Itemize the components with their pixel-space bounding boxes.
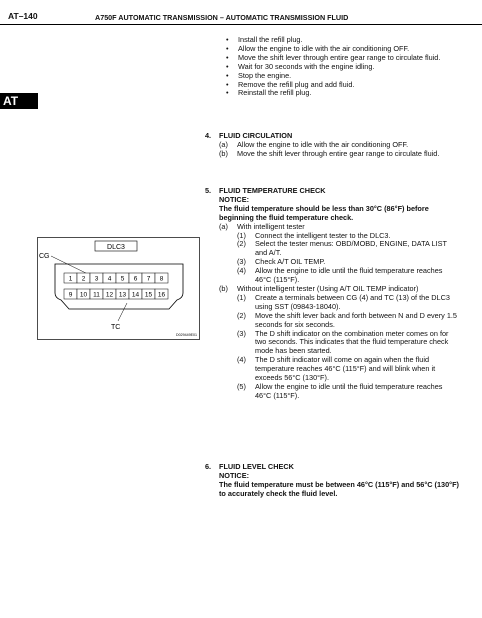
substep-label: (4) <box>237 266 246 276</box>
pin-number: 1 <box>68 275 73 283</box>
pin-number: 15 <box>144 291 153 299</box>
step-label: (a) <box>219 139 228 149</box>
dlc3-connector-diagram <box>37 237 200 340</box>
section-fluid-circulation <box>205 132 450 159</box>
substep-item <box>237 330 460 357</box>
pin-number: 8 <box>159 275 164 283</box>
substep-text: Allow the engine to idle until the fluid temperature reaches 46°C (115°F). <box>255 266 443 285</box>
substep-label: (1) <box>237 230 246 240</box>
cg-label: CG <box>39 253 50 260</box>
step-text: Allow the engine to idle with the air conditioning OFF. <box>237 139 409 149</box>
pin-number: 7 <box>146 275 151 283</box>
section-number: 6. <box>205 462 212 471</box>
substep-text: Connect the intelligent tester to the DLC3. <box>255 230 391 240</box>
substep-label: (3) <box>237 328 246 338</box>
bullet-item: • Allow the engine to idle with the air conditioning OFF. <box>222 45 462 54</box>
intro-bullet-list <box>222 36 462 98</box>
step-text: With intelligent tester <box>237 221 305 231</box>
bullet-item: • Reinstall the refill plug. <box>222 89 462 98</box>
substep-text: The D shift indicator will come on again when the fluid temperature reaches 46°C (115°F) and will blink when it exceeds 56°C (130°F). <box>255 355 436 383</box>
step-item <box>219 285 460 401</box>
substep-label: (3) <box>237 257 246 267</box>
step-item <box>219 223 460 285</box>
step-text: Without intelligent tester (Using A/T OIL TEMP indicator) <box>237 283 419 293</box>
section-fluid-level-check <box>205 463 460 499</box>
substep-label: (1) <box>237 292 246 302</box>
section-tab: AT <box>0 93 38 109</box>
substep-label: (4) <box>237 355 246 365</box>
dlc3-label: DLC3 <box>107 244 125 251</box>
step-label: (a) <box>219 221 228 231</box>
substep-item <box>237 312 460 330</box>
top-pin-row <box>64 273 168 283</box>
step-text: Move the shift lever through entire gear range to circulate fluid. <box>237 148 440 158</box>
section-number: 4. <box>205 131 212 140</box>
pin-number: 6 <box>133 275 138 283</box>
section-title: FLUID CIRCULATION <box>219 131 293 140</box>
bullet-item: • Move the shift lever through entire gear range to circulate fluid. <box>222 54 462 63</box>
notice-label: NOTICE: <box>219 194 249 204</box>
pin-number: 11 <box>93 291 100 299</box>
step-label: (b) <box>219 148 228 158</box>
bullet-item: • Install the refill plug. <box>222 36 462 45</box>
notice-text: The fluid temperature should be less than 30°C (86°F) before beginning the fluid temperature check. <box>219 203 429 222</box>
substep-item <box>237 267 460 285</box>
tc-label: TC <box>111 324 121 331</box>
pin-number: 10 <box>79 291 88 299</box>
substep-text: Create a terminals between CG (4) and TC (13) of the DLC3 using SST (09843-18040). <box>255 292 450 311</box>
pin-number: 3 <box>94 275 99 283</box>
page-title: A750F AUTOMATIC TRANSMISSION – AUTOMATIC TRANSMISSION FLUID <box>95 13 349 22</box>
substep-label: (2) <box>237 310 246 320</box>
substep-item <box>237 356 460 383</box>
bullet-item: • Stop the engine. <box>222 72 462 81</box>
pin-number: 9 <box>68 291 73 299</box>
diagram-code: D029449E01 <box>176 333 197 337</box>
bottom-pin-row <box>64 289 168 299</box>
substep-label: (2) <box>237 239 246 249</box>
pin-number: 12 <box>105 291 114 299</box>
substep-text: The D shift indicator on the combination meter comes on for two seconds. This indicates that the fluid temperature check mode has been started. <box>255 328 449 356</box>
pin-number: 14 <box>131 291 140 299</box>
notice-label: NOTICE: <box>219 470 249 480</box>
substep-text: Move the shift lever back and forth between N and D every 1.5 seconds for six seconds. <box>255 310 457 329</box>
section-title: FLUID LEVEL CHECK <box>219 462 294 471</box>
pin-number: 13 <box>118 291 127 299</box>
notice-text: The fluid temperature must be between 46°C (115°F) and 56°C (130°F) to accurately check the fluid level. <box>219 479 459 498</box>
section-title: FLUID TEMPERATURE CHECK <box>219 186 326 195</box>
substep-item <box>237 240 460 258</box>
section-number: 5. <box>205 186 212 195</box>
substep-text: Select the tester menus: OBD/MOBD, ENGINE, DATA LIST and A/T. <box>255 239 447 258</box>
pin-number: 4 <box>107 275 112 283</box>
bullet-item: • Remove the refill plug and add fluid. <box>222 81 462 90</box>
substep-text: Allow the engine to idle until the fluid temperature reaches 46°C (115°F). <box>255 381 443 400</box>
bullet-item: • Wait for 30 seconds with the engine idling. <box>222 63 462 72</box>
step-label: (b) <box>219 283 228 293</box>
pin-number: 16 <box>157 291 166 299</box>
section-fluid-temperature-check <box>205 187 460 401</box>
step-item <box>219 150 450 159</box>
substep-item <box>237 294 460 312</box>
header-rule <box>0 24 482 25</box>
substep-label: (5) <box>237 381 246 391</box>
substep-text: Check A/T OIL TEMP. <box>255 257 326 267</box>
page-number: AT–140 <box>8 11 38 21</box>
substep-item <box>237 383 460 401</box>
pin-number: 2 <box>81 275 86 283</box>
pin-number: 5 <box>120 275 125 283</box>
